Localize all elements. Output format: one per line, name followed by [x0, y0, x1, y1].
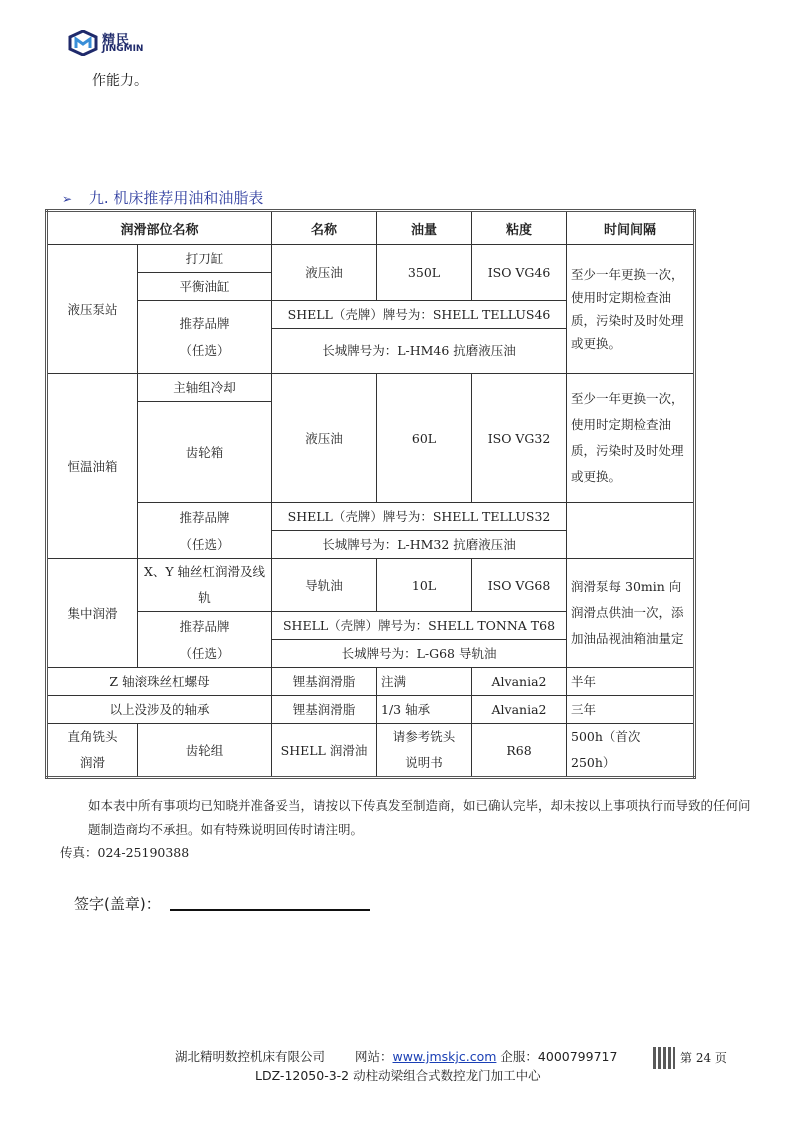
part-cell: 打刀缸 [138, 245, 272, 273]
part-cell: 以上没涉及的轴承 [47, 696, 272, 724]
brand-label-cell [138, 612, 272, 668]
oil-cell: SHELL 润滑油 [272, 724, 377, 778]
part-cell: 齿轮箱 [138, 402, 272, 503]
table-row [47, 724, 695, 778]
oil-cell: 锂基润滑脂 [272, 696, 377, 724]
logo-mark-icon [68, 30, 98, 56]
amount-cell: 注满 [377, 668, 472, 696]
group-cell: 恒温油箱 [47, 374, 138, 559]
header-interval: 时间间隔 [567, 211, 695, 245]
brand2-cell: 长城牌号为：L-HM46 抗磨液压油 [272, 329, 567, 374]
group-cell: 液压泵站 [47, 245, 138, 374]
fax-number: 传真：024-25190388 [60, 845, 190, 860]
footer-service-number: 4000799717 [537, 1049, 618, 1064]
footer-site-label: 网站： [354, 1049, 393, 1064]
signature-line[interactable] [170, 909, 370, 911]
viscosity-cell: Alvania2 [472, 668, 567, 696]
signature-label: 签字(盖章)： [74, 895, 161, 913]
brand-optional: （任选） [179, 536, 230, 552]
viscosity-cell: ISO VG46 [472, 245, 567, 301]
amount-cell: 10L [377, 559, 472, 612]
notice-text: 如本表中所有事项均已知晓并准备妥当，请按以下传真发至制造商，如已确认完毕，却未按以上事项执行而导致的任何问题制造商均不承担。如有特殊说明回传时请注明。 [88, 798, 751, 837]
amount-cell: 请参考铣头说明书 [377, 724, 472, 778]
table-header-row [47, 211, 695, 245]
brand-label: 推荐品牌 [179, 509, 230, 525]
part-cell: 主轴组冷却 [138, 374, 272, 402]
footer-line-1 [175, 1047, 617, 1065]
table-row [47, 696, 695, 724]
viscosity-cell: ISO VG68 [472, 559, 567, 612]
page-number: 第 24 页 [680, 1051, 727, 1065]
section-title: 九. 机床推荐用油和油脂表 [88, 189, 264, 207]
footer-site-link[interactable]: www.jmskjc.com [392, 1049, 497, 1064]
brand2-cell: 长城牌号为：L-G68 导轨油 [272, 640, 567, 668]
brand2-cell: 长城牌号为：L-HM32 抗磨液压油 [272, 531, 567, 559]
amount-cell: 1/3 轴承 [377, 696, 472, 724]
part-cell: X、Y 轴丝杠润滑及线轨 [138, 559, 272, 612]
table-row [47, 668, 695, 696]
interval-cell: 三年 [567, 696, 695, 724]
logo-text-en: JINGMIN [102, 44, 144, 54]
logo-text-cn: 精民 [102, 33, 131, 48]
viscosity-cell: ISO VG32 [472, 374, 567, 503]
amount-cell: 60L [377, 374, 472, 503]
oil-cell: 导轨油 [272, 559, 377, 612]
company-logo [68, 30, 168, 56]
lubrication-table [45, 209, 696, 779]
brand1-cell: SHELL（壳牌）牌号为：SHELL TELLUS46 [272, 301, 567, 329]
amount-cell: 350L [377, 245, 472, 301]
table-row [47, 245, 695, 273]
viscosity-cell: Alvania2 [472, 696, 567, 724]
bullet-arrow-icon: ➢ [62, 192, 73, 206]
brand-label: 推荐品牌 [179, 316, 230, 331]
footer-model: LDZ-12050-3-2 动柱动梁组合式数控龙门加工中心 [255, 1068, 541, 1083]
oil-cell: 液压油 [272, 245, 377, 301]
group-cell: 集中润滑 [47, 559, 138, 668]
header-viscosity: 粘度 [472, 211, 567, 245]
brand-label-cell [138, 301, 272, 374]
header-part: 润滑部位名称 [47, 211, 272, 245]
part-cell: 平衡油缸 [138, 273, 272, 301]
oil-cell: 液压油 [272, 374, 377, 503]
footer-service-label: 企服： [500, 1049, 538, 1064]
brand-label: 推荐品牌 [179, 618, 230, 634]
table-row [47, 503, 695, 531]
header-amount: 油量 [377, 211, 472, 245]
part-cell: Z 轴滚珠丝杠螺母 [47, 668, 272, 696]
interval-cell: 至少一年更换一次，使用时定期检查油质，污染时及时处理或更换。 [567, 374, 695, 503]
footer-company: 湖北精明数控机床有限公司 [175, 1049, 326, 1064]
interval-cell: 500h（首次250h） [567, 724, 695, 778]
continued-text: 作能力。 [92, 73, 148, 89]
part-cell: 齿轮组 [138, 724, 272, 778]
qr-code-icon [653, 1047, 675, 1069]
interval-cell: 半年 [567, 668, 695, 696]
oil-cell: 锂基润滑脂 [272, 668, 377, 696]
section-heading [62, 187, 263, 208]
viscosity-cell: R68 [472, 724, 567, 778]
brand-optional: （任选） [179, 343, 230, 358]
brand-optional: （任选） [179, 645, 230, 661]
brand-label-cell [138, 503, 272, 559]
empty-cell [567, 503, 695, 559]
table-row [47, 374, 695, 402]
notice-paragraph [60, 794, 760, 842]
table-row [47, 559, 695, 612]
header-name: 名称 [272, 211, 377, 245]
interval-cell: 至少一年更换一次，使用时定期检查油质，污染时及时处理或更换。 [567, 245, 695, 374]
interval-cell: 润滑泵每 30min 向润滑点供油一次，添加油品视油箱油量定 [567, 559, 695, 668]
brand1-cell: SHELL（壳牌）牌号为：SHELL TONNA T68 [272, 612, 567, 640]
group-cell: 直角铣头润滑 [47, 724, 138, 778]
brand1-cell: SHELL（壳牌）牌号为：SHELL TELLUS32 [272, 503, 567, 531]
